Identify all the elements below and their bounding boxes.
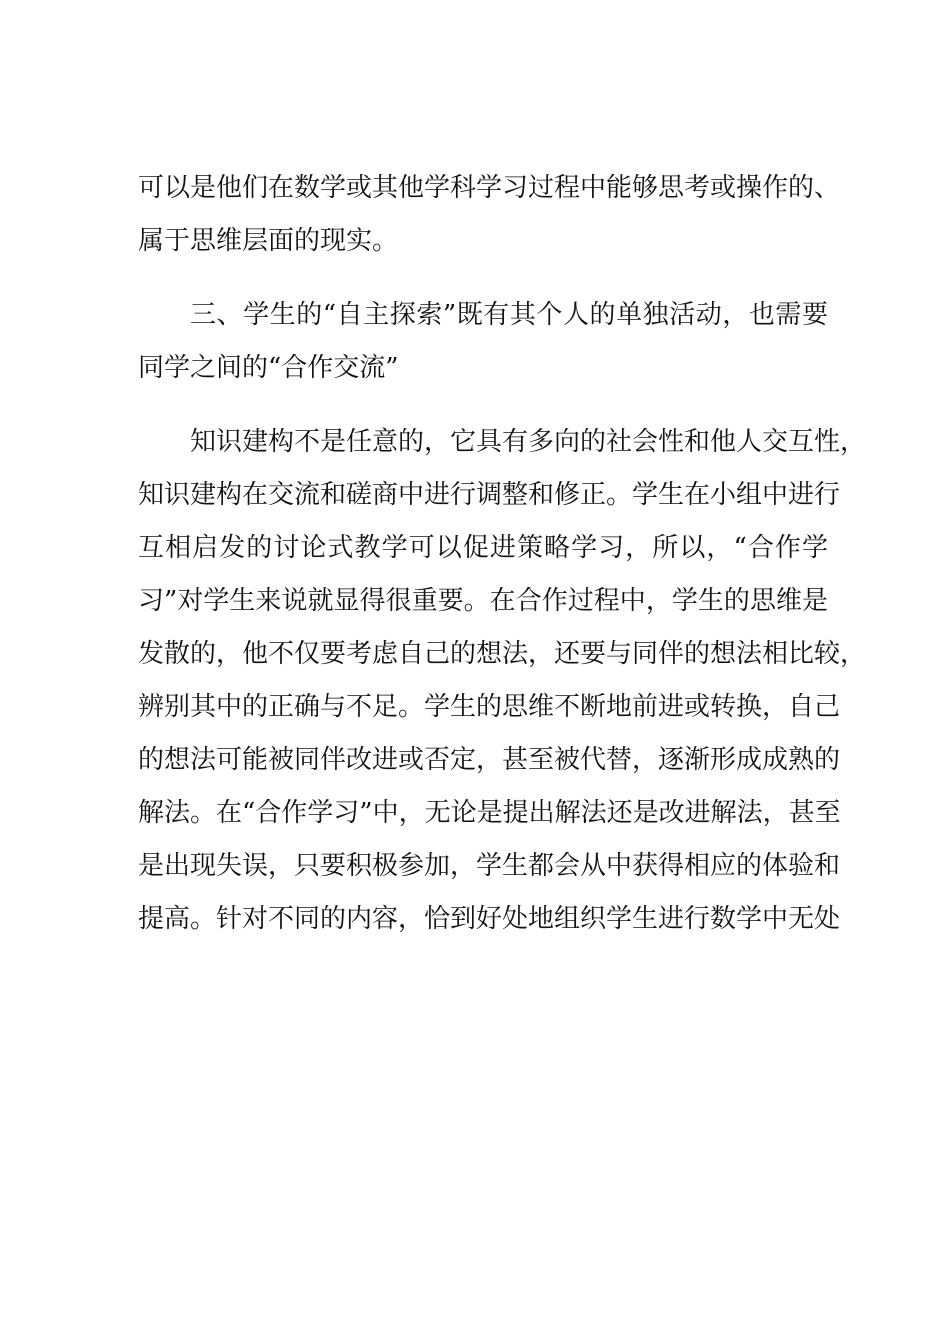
section-heading bbox=[138, 289, 828, 395]
text-line: 是出现失误，只要积极参加，学生都会从中获得相应的体验和 bbox=[138, 851, 841, 881]
paragraph-continuation bbox=[138, 162, 841, 268]
text-line: 同学之间的“合作交流” bbox=[138, 353, 399, 383]
text-line: 互相启发的讨论式教学可以促进策略学习，所以，“合作学 bbox=[138, 533, 828, 563]
paragraph-spacer bbox=[138, 395, 828, 416]
text-line: 属于思维层面的现实。 bbox=[138, 226, 399, 256]
text-line: 提高。针对不同的内容，恰到好处地组织学生进行数学中无处 bbox=[138, 904, 841, 934]
text-line: 知识建构在交流和磋商中进行调整和修正。学生在小组中进行 bbox=[138, 480, 841, 510]
text-line: 习”对学生来说就显得很重要。在合作过程中，学生的思维是 bbox=[138, 586, 828, 616]
text-line: 可以是他们在数学或其他学科学习过程中能够思考或操作的、 bbox=[138, 173, 841, 203]
text-line: 知识建构不是任意的，它具有多向的社会性和他人交互性， bbox=[190, 427, 867, 457]
paragraph-spacer bbox=[138, 268, 828, 289]
text-line: 发散的，他不仅要考虑自己的想法，还要与同伴的想法相比较， bbox=[138, 639, 867, 669]
body-paragraph bbox=[138, 416, 867, 946]
text-line: 三、学生的“自主探索”既有其个人的单独活动，也需要 bbox=[190, 300, 828, 330]
text-line: 解法。在“合作学习”中，无论是提出解法还是改进解法，甚至 bbox=[138, 798, 841, 828]
text-line: 的想法可能被同伴改进或否定，甚至被代替，逐渐形成成熟的 bbox=[138, 745, 841, 775]
document-body bbox=[138, 162, 867, 946]
text-line: 辨别其中的正确与不足。学生的思维不断地前进或转换，自己 bbox=[138, 692, 841, 722]
